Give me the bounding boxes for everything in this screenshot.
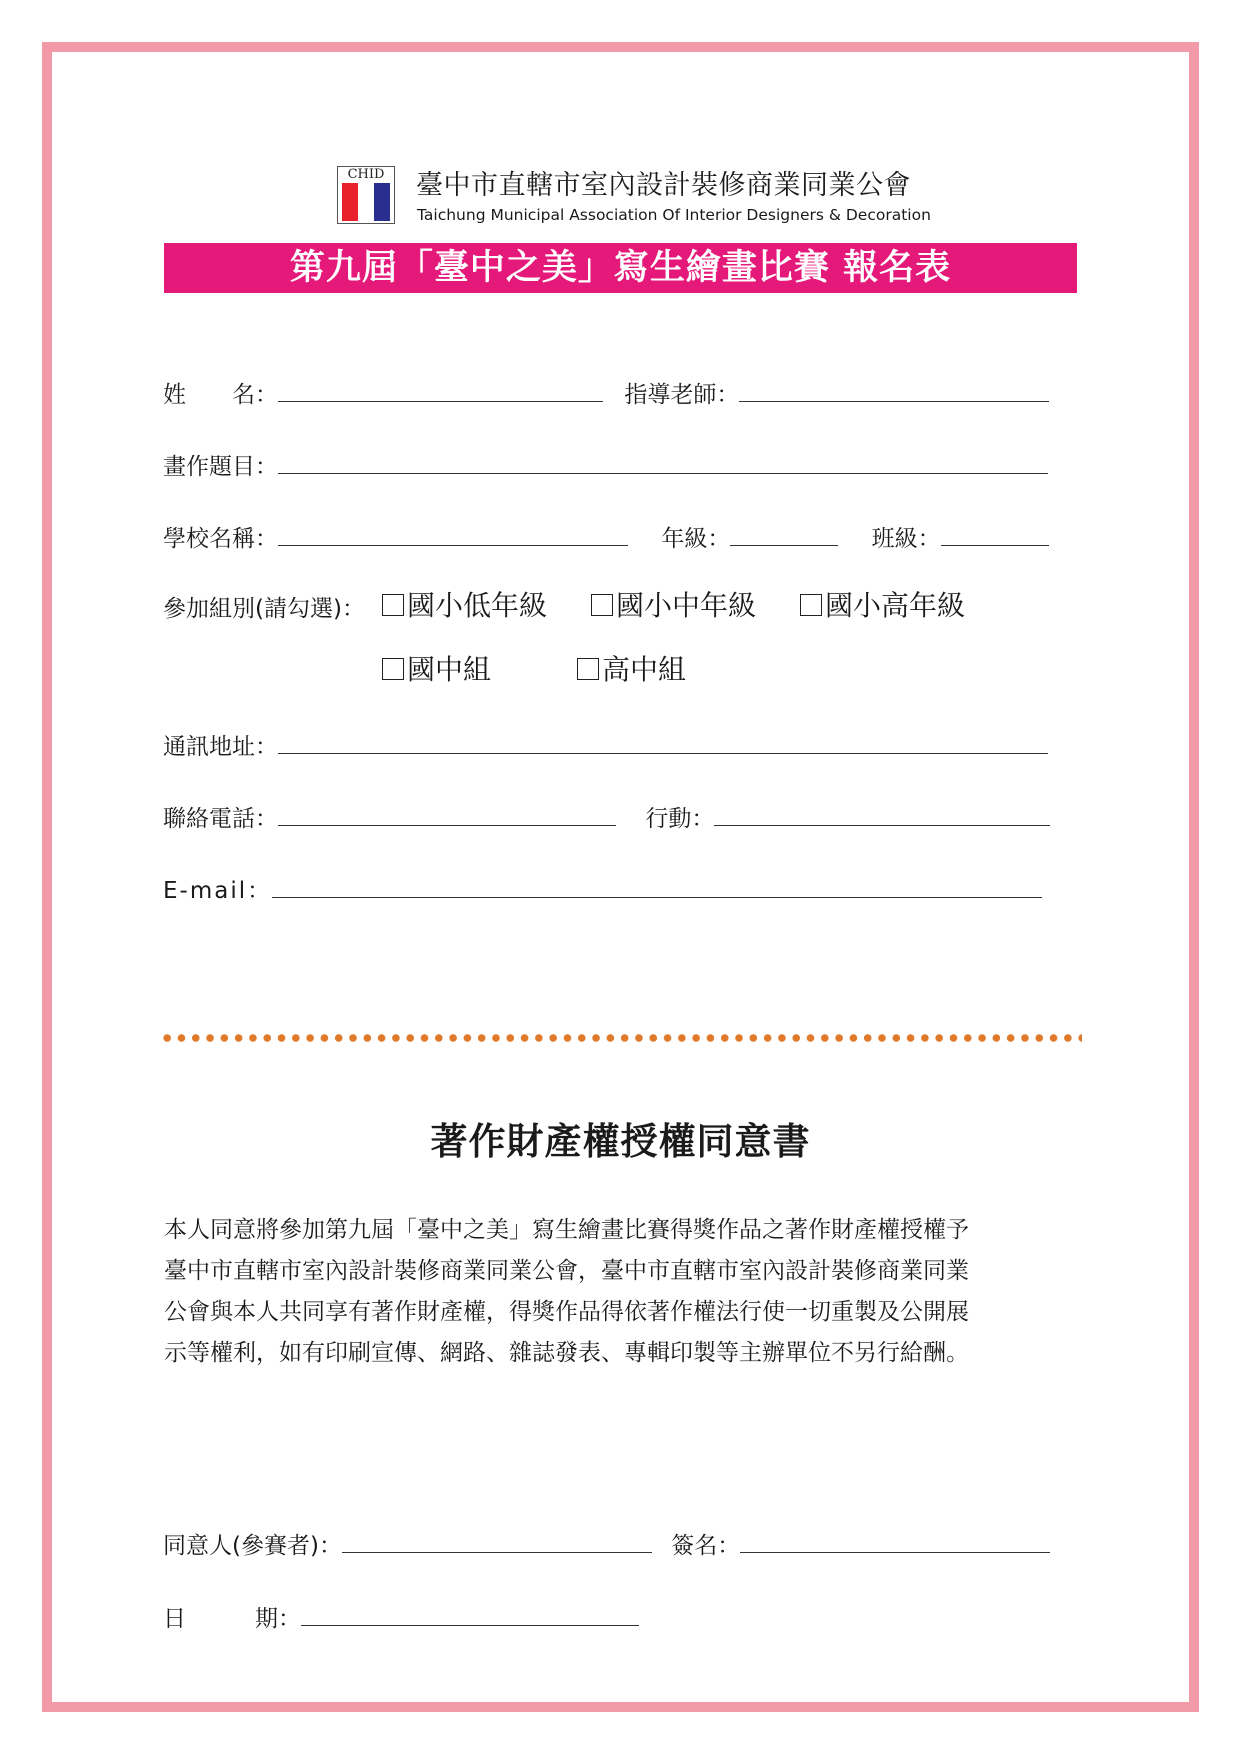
logo-flag xyxy=(342,183,390,221)
consenter-row xyxy=(163,1528,1050,1562)
group-option-elementary-high[interactable]: 國小高年級 xyxy=(800,588,965,624)
group-label: 參加組別(請勾選)： xyxy=(163,596,365,622)
address-field[interactable] xyxy=(278,729,1048,754)
form-title-banner: 第九屆「臺中之美」寫生繪畫比賽 報名表 xyxy=(164,243,1077,293)
name-label: 姓 名： xyxy=(163,382,278,408)
signature-label: 簽名： xyxy=(671,1533,741,1559)
grade-label: 年級： xyxy=(661,526,731,552)
association-logo xyxy=(337,166,395,224)
artwork-title-label: 畫作題目： xyxy=(163,454,278,480)
name-teacher-row xyxy=(163,377,1049,411)
consent-line: 示等權利，如有印刷宣傳、網路、雜誌發表、專輯印製等主辦單位不另行給酬。 xyxy=(164,1340,969,1366)
name-field[interactable] xyxy=(278,377,603,402)
group-option-senior-high[interactable]: 高中組 xyxy=(577,652,686,688)
school-field[interactable] xyxy=(278,521,628,546)
school-row xyxy=(163,521,1049,555)
group-option-elementary-low[interactable]: 國小低年級 xyxy=(382,588,547,624)
consent-line: 本人同意將參加第九屆「臺中之美」寫生繪畫比賽得獎作品之著作財產權授權予 xyxy=(164,1217,969,1243)
checkbox-icon xyxy=(382,594,404,616)
dotted-divider xyxy=(160,1034,1082,1042)
date-field[interactable] xyxy=(301,1601,639,1626)
checkbox-icon xyxy=(591,594,613,616)
teacher-field[interactable] xyxy=(739,377,1049,402)
address-label: 通訊地址： xyxy=(163,734,278,760)
org-name-english: Taichung Municipal Association Of Interior Designers & Decoration xyxy=(417,206,931,224)
email-row xyxy=(163,873,1042,907)
consenter-field[interactable] xyxy=(342,1528,652,1553)
group-option-junior-high[interactable]: 國中組 xyxy=(382,652,491,688)
checkbox-icon xyxy=(577,658,599,680)
grade-field[interactable] xyxy=(730,521,838,546)
consenter-label: 同意人(參賽者)： xyxy=(163,1533,342,1559)
teacher-label: 指導老師： xyxy=(624,382,740,408)
address-row xyxy=(163,729,1048,763)
consent-line: 臺中市直轄市室內設計裝修商業同業公會，臺中市直轄市室內設計裝修商業同業 xyxy=(164,1258,969,1284)
class-field[interactable] xyxy=(941,521,1049,546)
artwork-title-field[interactable] xyxy=(278,449,1048,474)
signature-field[interactable] xyxy=(740,1528,1050,1553)
phone-row xyxy=(163,801,1050,835)
date-label: 日 期： xyxy=(163,1606,301,1632)
consent-line: 公會與本人共同享有著作財產權，得獎作品得依著作權法行使一切重製及公開展 xyxy=(164,1299,969,1325)
org-name-chinese: 臺中市直轄市室內設計裝修商業同業公會 xyxy=(416,170,911,201)
mobile-label: 行動： xyxy=(645,806,715,832)
phone-label: 聯絡電話： xyxy=(163,806,278,832)
checkbox-icon xyxy=(382,658,404,680)
logo-text: CHID xyxy=(347,167,385,182)
school-label: 學校名稱： xyxy=(163,526,278,552)
mobile-field[interactable] xyxy=(714,801,1050,826)
phone-field[interactable] xyxy=(278,801,616,826)
class-label: 班級： xyxy=(871,526,941,552)
email-label: E-mail： xyxy=(163,878,273,904)
email-field[interactable] xyxy=(272,873,1042,898)
date-row xyxy=(163,1601,639,1635)
artwork-title-row xyxy=(163,449,1048,483)
group-option-elementary-mid[interactable]: 國小中年級 xyxy=(591,588,756,624)
checkbox-icon xyxy=(800,594,822,616)
consent-paragraph xyxy=(164,1210,1064,1374)
consent-title: 著作財產權授權同意書 xyxy=(430,1119,811,1163)
